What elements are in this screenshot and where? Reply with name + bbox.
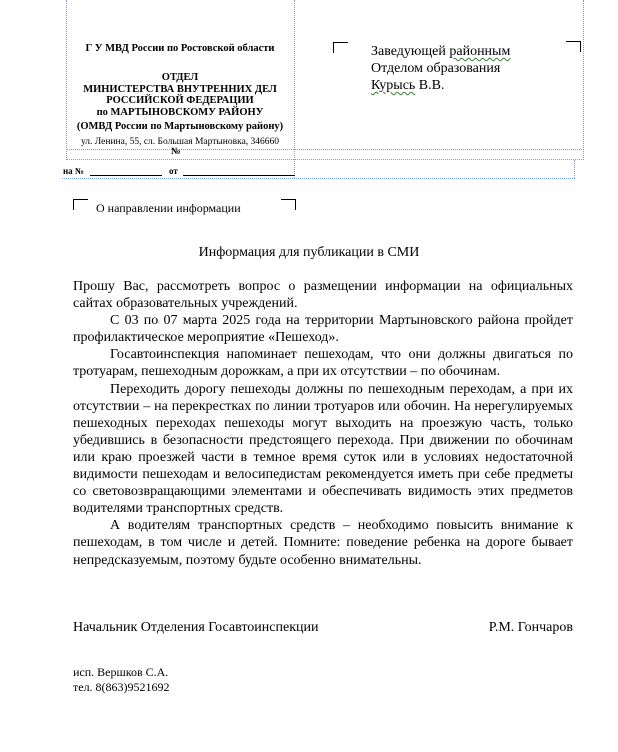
signature-block bbox=[73, 620, 573, 636]
grid-guide bbox=[583, 0, 584, 160]
org-dept-line: по МАРТЫНОВСКОМУ РАЙОНУ bbox=[96, 106, 264, 118]
grid-guide bbox=[62, 178, 575, 179]
body-paragraph: С 03 по 07 марта 2025 года на территории Мартыновского района пройдет профилактическое мероприятие «Пешеход». bbox=[73, 313, 573, 346]
org-dept-line: ОТДЕЛ bbox=[161, 72, 199, 83]
outgoing-number-sign: № bbox=[171, 147, 181, 157]
body-paragraph: Прошу Вас, рассмотреть вопрос о размещении информации на официальных сайтах образовательных учреждений. bbox=[73, 279, 573, 312]
reference-date-line bbox=[183, 175, 295, 176]
spell-marked-word: районным bbox=[449, 44, 511, 59]
org-ministry: Г У МВД России по Ростовской области bbox=[85, 43, 275, 54]
body-paragraph: Госавтоинспекция напоминает пешеходам, что они должны двигаться по тротуарам, пешеходным дорожкам, а при их отсутствии – по обочинам. bbox=[73, 347, 573, 380]
body-paragraph: Переходить дорогу пешеходы должны по пешеходным переходам, а при их отсутствии – на перекрестках по линии тротуаров или обочин. На нерегулируемых пешеходных переходах пешеходы могут выходить на проезжую часть, только убедившись в безопасности предстоящего перехода. При движении по обочинам или краю проезжей части в темное время суток или в условиях недостаточной видимости пешеходам и велосипедистам рекомендуется иметь при себе предметы со световозвращающими элементами и обеспечивать видимость этих предметов водителями транспортных средств. bbox=[73, 381, 573, 517]
document-body bbox=[73, 278, 573, 569]
recipient-corner-left bbox=[333, 42, 348, 53]
body-paragraph: А водителям транспортных средств – необходимо повысить внимание к пешеходам, в том числе и детей. Помните: поведение ребенка на дороге бывает непредсказуемым, поэтому будьте особенно внимательны. bbox=[73, 518, 573, 568]
org-dept-line: МИНИСТЕРСТВА ВНУТРЕННИХ ДЕЛ bbox=[83, 83, 277, 95]
recipient-line: Заведующей районным bbox=[371, 44, 511, 59]
grid-guide bbox=[66, 159, 584, 160]
grid-guide bbox=[294, 0, 295, 178]
signer-position: Начальник Отделения Госавтоинспекции bbox=[73, 620, 319, 635]
recipient-line: Курысь В.В. bbox=[371, 78, 445, 93]
recipient bbox=[371, 43, 510, 94]
signer-name: Р.М. Гончаров bbox=[488, 620, 573, 635]
reference-number-line bbox=[90, 175, 162, 176]
executor-name: исп. Вершков С.А. bbox=[73, 665, 169, 679]
document-heading: Информация для публикации в СМИ bbox=[198, 245, 420, 260]
reference-number-label: на № bbox=[63, 166, 84, 176]
spell-marked-word: Курысь bbox=[371, 78, 416, 93]
org-short-name: (ОМВД России по Мартыновскому району) bbox=[76, 121, 284, 132]
subject-corner-left bbox=[73, 199, 88, 210]
recipient-corner-right bbox=[566, 41, 581, 52]
executor-block bbox=[73, 665, 170, 695]
recipient-line: Отделом образования bbox=[371, 61, 501, 76]
subject-line: О направлении информации bbox=[96, 201, 241, 215]
org-address: ул. Ленина, 55, сл. Большая Мартыновка, 346660 bbox=[80, 137, 280, 147]
grid-guide bbox=[574, 160, 575, 178]
subject-corner-right bbox=[281, 199, 296, 210]
reference-date-label: от bbox=[169, 166, 178, 176]
org-dept-line: РОССИЙСКОЙ ФЕДЕРАЦИИ bbox=[106, 95, 254, 106]
executor-phone: тел. 8(863)9521692 bbox=[73, 680, 170, 694]
org-department bbox=[66, 72, 294, 118]
grid-guide bbox=[66, 149, 584, 150]
